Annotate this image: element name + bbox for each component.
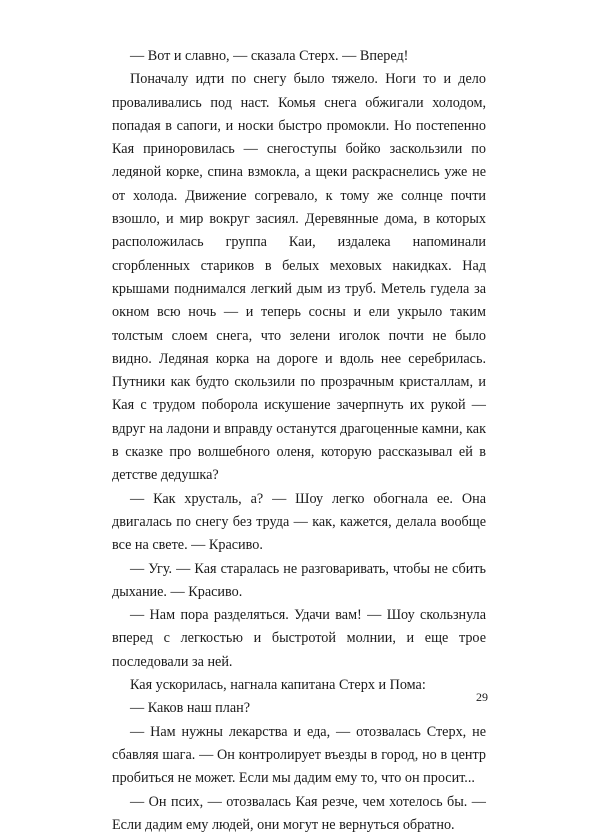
page-number: 29 bbox=[474, 690, 488, 705]
paragraph-9: — Он псих, — отозвалась Кая резче, чем хотелось бы. — Если дадим ему людей, они могут не вернуться обратно. bbox=[112, 791, 486, 837]
paragraph-5: — Нам пора разделяться. Удачи вам! — Шоу скользнула вперед с легкостью и быстротой молнии, и еще трое последовали за ней. bbox=[112, 604, 486, 674]
page-body-text bbox=[112, 45, 486, 837]
paragraph-2: Поначалу идти по снегу было тяжело. Ноги то и дело проваливались под наст. Комья снега обжигали холодом, попадая в сапоги, и носки быстро промокли. Но постепенно Кая приноровилась — снегоступы бойко заскользили по ледяной корке, спина взмокла, а щеки раскраснелись уже не от холода. Движение согревало, к тому же солнце почти взошло, и мир вокруг засиял. Деревянные дома, в которых расположилась группа Каи, издалека напоминали сгорбленных стариков в белых меховых накидках. Над крышами поднимался легкий дым из труб. Метель гудела за окном всю ночь — и теперь сосны и ели укрыло таким толстым слоем снега, что зелени иголок почти не было видно. Ледяная корка на дороге и вдоль нее серебрилась. Путники как будто скользили по прозрачным кристаллам, и Кая с трудом поборола искушение зачерпнуть их рукой — вдруг на ладони и вправду останутся драгоценные камни, как в сказке про волшебного оленя, которую рассказывал ей в детстве дедушка? bbox=[112, 68, 486, 487]
paragraph-3: — Как хрусталь, а? — Шоу легко обогнала ее. Она двигалась по снегу без труда — как, кажется, делала вообще все на свете. — Красиво. bbox=[112, 488, 486, 558]
paragraph-6: Кая ускорилась, нагнала капитана Стерх и Пома: bbox=[112, 674, 486, 697]
paragraph-1: — Вот и славно, — сказала Стерх. — Вперед! bbox=[112, 45, 486, 68]
paragraph-7: — Каков наш план? bbox=[112, 697, 486, 720]
paragraph-4: — Угу. — Кая старалась не разговаривать, чтобы не сбить дыхание. — Красиво. bbox=[112, 558, 486, 605]
paragraph-8: — Нам нужны лекарства и еда, — отозвалась Стерх, не сбавляя шага. — Он контролирует въезды в город, но в центр пробиться не может. Если мы дадим ему то, что он просит... bbox=[112, 721, 486, 791]
